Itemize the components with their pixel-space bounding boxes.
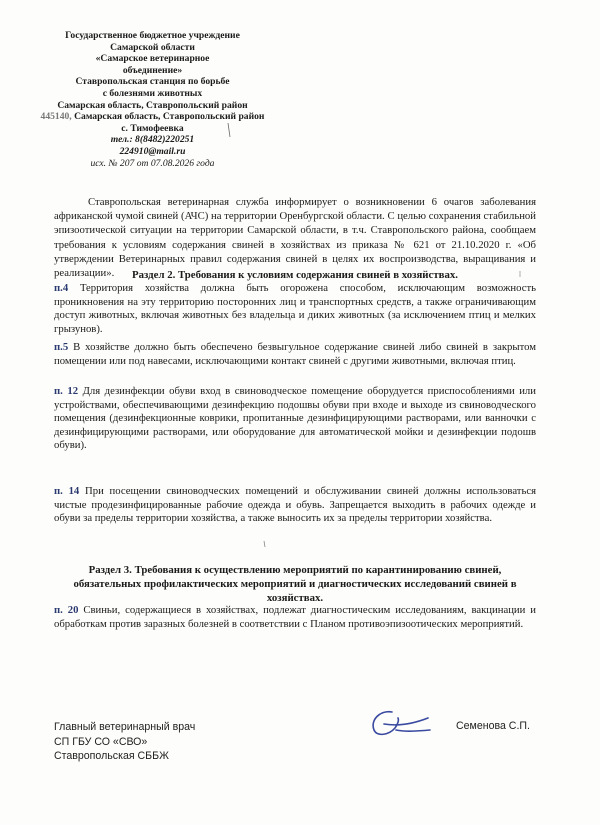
clause-number: п.4 xyxy=(54,282,69,294)
letterhead-village: с. Тимофеевка xyxy=(121,122,184,134)
letterhead-email: 224910@mail.ru xyxy=(119,145,186,157)
scan-artifact-icon xyxy=(262,540,267,548)
clause-text: Для дезинфекции обуви вход в свиноводческое помещение оборудуется приспособлениями или устройствами, обеспечивающими дезинфекцию подошвы обуви при входе и выходе из свиноводческого помещения (дезинфекционные коврики, пропитанные дезинфицирующими растворами, или ванночки с дезинфицирующими растворами, или оборудование для автоматической мойки и дезинфекции подошв обуви). xyxy=(54,385,536,452)
clause-text: В хозяйстве должно быть обеспечено безвыгульное содержание свиней либо свиней в закрытом помещении или под навесами, исключающими контакт свиней с другими животными, включая птиц. xyxy=(54,341,536,367)
letterhead-ref: исх. № 207 от 07.08.2026 года xyxy=(90,157,215,169)
signatory-name: Семенова С.П. xyxy=(456,720,530,732)
clause-text: При посещении свиноводческих помещений и обслуживании свиней должны использоваться чистые продезинфицированные рабочие одежда и обувь. Запрещается выходить в рабочих одежде и обуви за пределы территории хозяйства, а также выносить их за пределы территории хозяйства. xyxy=(54,485,536,525)
clause-paragraph xyxy=(54,282,536,336)
signatory-org: Ставропольская СББЖ xyxy=(54,750,169,763)
intro-paragraph: Ставропольская ветеринарная служба информирует о возникновении 6 очагов заболевания африканской чумой свиней (АЧС) на территории Оренбургской области. С целью сохранения стабильной эпизоотической ситуации на территории Самарской области, в т.ч. Ставропольского района, сообщаем требования к условиям содержания свиней в хозяйствах из приказа № 621 от 21.10.2020 г. «Об утверждении Ветеринарных правил содержания свиней в целях их воспроизводства, выращивания и реализации». xyxy=(54,196,536,280)
signatory-block xyxy=(54,720,195,764)
letterhead-phone: тел.: 8(8482)220251 xyxy=(110,134,195,146)
clause-number: п. 20 xyxy=(54,604,79,616)
letterhead-line: с болезнями животных xyxy=(102,87,203,99)
clause-paragraph xyxy=(54,341,536,368)
clause-paragraph xyxy=(54,485,536,526)
clause-text: Территория хозяйства должна быть огорожена способом, исключающим возможность проникновения на эту территорию посторонних лиц и транспортных средств, а также ограничивающим доступ животных, включая животных без владельца и диких животных (за исключением птиц и мелких грызунов). xyxy=(54,282,536,335)
section-2-title: Раздел 2. Требования к условиям содержания свиней в хозяйствах. xyxy=(132,269,458,281)
clause-number: п. 12 xyxy=(54,385,79,397)
letterhead-line: объединение» xyxy=(122,64,183,76)
letterhead-line: Самарской области xyxy=(110,41,195,53)
signatory-position: Главный ветеринарный врач xyxy=(54,721,196,733)
signatory-org: СП ГБУ СО «СВО» xyxy=(54,735,148,748)
clause-number: п.5 xyxy=(54,341,69,353)
clause-number: п. 14 xyxy=(54,485,80,497)
letterhead-line: «Самарское ветеринарное xyxy=(95,53,210,65)
section-3-title: Раздел 3. Требования к осуществлению мероприятий по карантинированию свиней, обязательных профилактических мероприятий и диагностических исследований свиней в хозяйствах. xyxy=(73,564,517,604)
clause-paragraph xyxy=(54,385,536,453)
clause-paragraph xyxy=(54,604,536,631)
clause-text: Свиньи, содержащиеся в хозяйствах, подлежат диагностическим исследованиям, вакцинации и обработкам против заразных болезней в соответствии с Планом противоэпизоотических мероприятий. xyxy=(54,604,536,630)
letterhead-line: Ставропольская станция по борьбе xyxy=(75,76,230,88)
letterhead-line: Самарская область, Ставропольский район xyxy=(57,99,248,111)
postal-index: 445140, xyxy=(40,111,72,123)
letterhead-line: Государственное бюджетное учреждение xyxy=(65,30,240,41)
scan-artifact-icon xyxy=(518,270,522,278)
letterhead-address xyxy=(40,111,265,123)
address-text: Самарская область, Ставропольский район xyxy=(74,111,265,123)
scan-artifact-icon xyxy=(226,122,232,138)
handwritten-signature xyxy=(362,706,432,740)
letterhead xyxy=(40,30,265,169)
